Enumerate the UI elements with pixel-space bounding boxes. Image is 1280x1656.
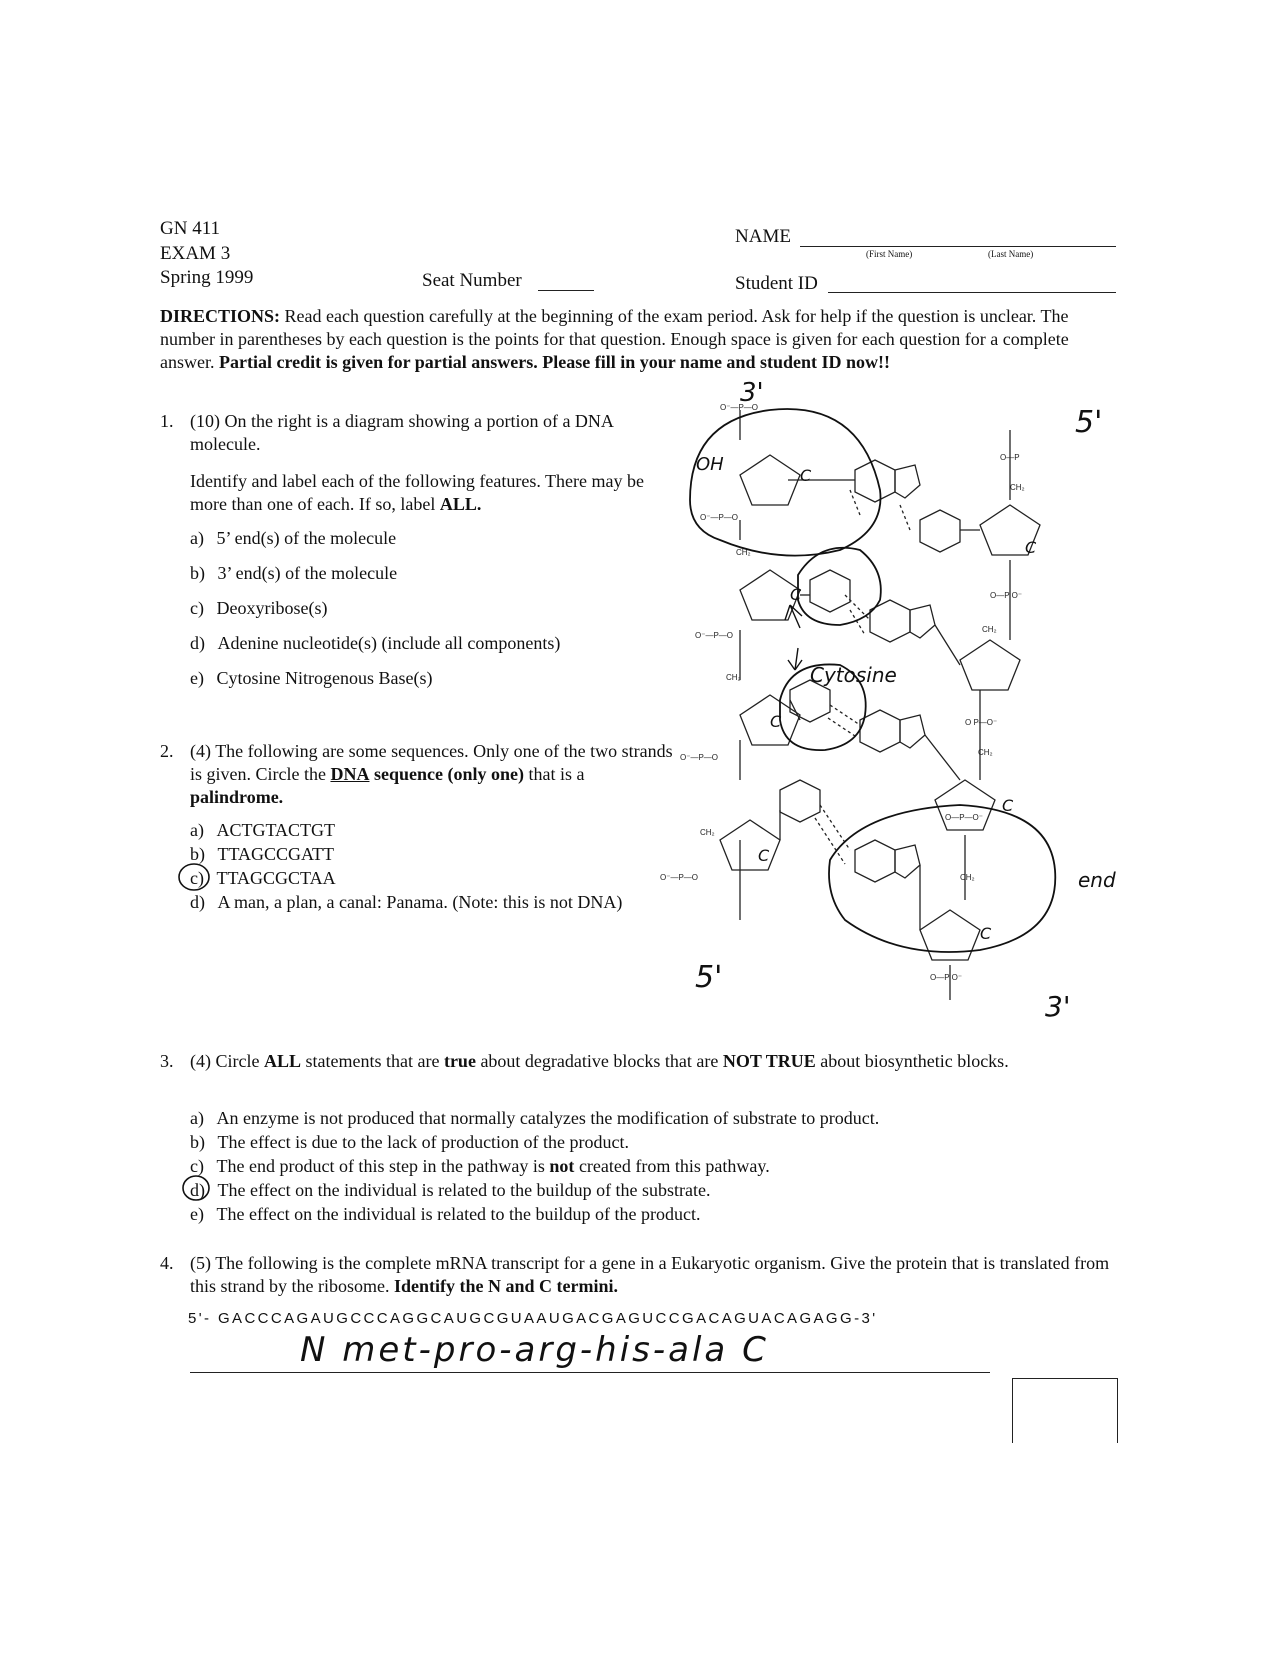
q3-t1: Circle [215,1051,260,1071]
hand-sugar-c: C [1025,538,1037,557]
svg-text:O—P—O⁻: O—P—O⁻ [945,813,984,822]
q2-option-text: TTAGCGCTAA [216,868,336,888]
base-ring [855,460,895,502]
dna-diagram [660,380,1130,1020]
q3-option-text-pre: The end product of this step in the pathway is [216,1156,545,1176]
q4-number: 4. [160,1253,174,1273]
q2-option-letter: a) [190,820,204,840]
svg-text:O P—O⁻: O P—O⁻ [965,718,998,727]
q3-points: (4) [190,1051,211,1071]
q1-prompt: On the right is a diagram showing a portion of a DNA molecule. [190,411,613,454]
q1-option-letter: b) [190,563,205,583]
handwritten-answer: N met-pro-arg-his-ala C [300,1330,769,1370]
sugar-ring [720,820,780,870]
directions-label: DIRECTIONS: [160,306,281,326]
q3-option-letter: d) [190,1180,205,1200]
q2-option-letter: b) [190,844,205,864]
q1-instruction [190,470,670,516]
q1-instruction-text: Identify and label each of the following features. There may be more than one of each. If so, label [190,471,644,514]
q2-palindrome: palindrome. [190,787,284,807]
q2-option-letter: d) [190,892,205,912]
base-ring [780,780,820,822]
svg-text:CH₂: CH₂ [978,748,993,757]
q3-option-c[interactable] [190,1154,770,1178]
directions-text: Read each question carefully at the beginning of the exam period. Ask for help if the question is unclear. The number in parentheses by each question is the points for that question. Enough space is given for each question for a complete answer. [160,306,1069,372]
q2-dna: DNA [330,764,370,784]
q3-t5: about degradative blocks that are [480,1051,719,1071]
q1-option-text: Cytosine Nitrogenous Base(s) [216,668,433,688]
q3-option-text: The effect on the individual is related to the buildup of the product. [216,1204,701,1224]
hand-cytosine: Cytosine [810,663,897,687]
q3-option-text: The effect on the individual is related to the buildup of the substrate. [217,1180,711,1200]
q2-option-letter: c) [190,868,204,888]
svg-text:O⁻—P—O: O⁻—P—O [700,513,739,522]
q2-option-a[interactable] [190,818,335,842]
name-label: NAME [735,226,791,247]
seat-number-field[interactable] [538,290,594,291]
q1-option-text: Deoxyribose(s) [216,598,328,618]
svg-text:O—P O⁻: O—P O⁻ [930,973,963,982]
q3-option-letter: c) [190,1156,204,1176]
course-code: GN 411 [160,218,220,239]
q3-option-a[interactable] [190,1106,879,1130]
q3-number: 3. [160,1051,174,1071]
answer-circle-q3 [180,1172,212,1204]
q2-option-d[interactable] [190,890,660,914]
svg-text:O⁻—P—O: O⁻—P—O [680,753,719,762]
q1-text [190,410,660,456]
hand-oh: OH [696,454,724,475]
seat-number-label: Seat Number [422,270,522,291]
q2-text [190,740,680,809]
q4-bold: Identify the N and C termini. [393,1276,618,1296]
student-id-label: Student ID [735,273,818,294]
base-ring [895,845,920,878]
q1-option-a [190,526,396,550]
hand-sugar-c: C [980,924,992,943]
q4-prompt: The following is the complete mRNA transcript for a gene in a Eukaryotic organism. Give the protein that is translated from this strand by the ribosome. [190,1253,1110,1296]
q2-option-text: A man, a plan, a canal: Panama. (Note: this is not DNA) [217,892,623,912]
q1-option-text: Adenine nucleotide(s) (include all components) [217,633,561,653]
q1-option-b [190,561,397,585]
q3-option-text: An enzyme is not produced that normally catalyzes the modification of substrate to product. [216,1108,880,1128]
hand-sugar-c: C [1002,796,1014,815]
q2-option-text: ACTGTACTGT [216,820,336,840]
base-ring [900,715,925,748]
q2-prompt: The following are some sequences. Only one of the two strands is given. Circle the [190,741,673,784]
q2-points: (4) [190,741,211,761]
svg-text:CH₂: CH₂ [1010,483,1025,492]
base-ring [855,840,895,882]
q1-option-letter: a) [190,528,204,548]
q1-option-d [190,631,560,655]
hand-5prime-bottom: 5' [695,960,723,995]
hand-5prime-top: 5' [1075,405,1103,440]
q1-option-text: 3’ end(s) of the molecule [217,563,398,583]
last-name-hint: (Last Name) [988,249,1034,259]
q1-option-letter: d) [190,633,205,653]
q3-t4: true [443,1051,476,1071]
q4-points: (5) [190,1253,211,1273]
hand-sugar-c: C [770,712,782,731]
sugar-ring [960,640,1020,690]
svg-text:O⁻—P—O: O⁻—P—O [695,631,734,640]
q2-option-text: TTAGCCGATT [217,844,335,864]
base-ring [895,465,920,498]
q1-option-letter: c) [190,598,204,618]
exam-title: EXAM 3 [160,243,231,264]
svg-text:CH₂: CH₂ [982,625,997,634]
svg-text:O⁻—P—O: O⁻—P—O [660,873,699,882]
mrna-sequence: 5'- GACCCAGAUGCCCAGGCAUGCGUAAUGACGAGUCCGACAGUACAGAGG-3' [188,1310,878,1327]
student-id-field[interactable] [828,292,1116,293]
base-ring [810,570,850,612]
exam-term: Spring 1999 [160,267,254,288]
directions-bold-tail: Partial credit is given for partial answers. Please fill in your name and student ID now!! [218,352,890,372]
q3-option-e[interactable] [190,1202,701,1226]
q3-t3: statements that are [305,1051,440,1071]
q3-option-d[interactable] [190,1178,711,1202]
q2-mid: that is a [528,764,585,784]
hand-3prime-top: 3' [740,378,764,408]
q2-seq: sequence (only one) [373,764,524,784]
q3-text [190,1050,1110,1073]
hand-circle-4 [829,805,1055,952]
svg-text:CH₂: CH₂ [736,548,751,557]
q1-instruction-all: ALL. [439,494,482,514]
q3-option-text: The effect is due to the lack of production of the product. [217,1132,630,1152]
q3-option-letter: e) [190,1204,204,1224]
q1-number: 1. [160,411,174,431]
q3-option-letter: a) [190,1108,204,1128]
hand-sugar-c: C [790,585,802,604]
q3-option-b[interactable] [190,1130,629,1154]
base-ring [910,605,935,638]
q1-points: (10) [190,411,220,431]
hand-sugar-c: C [758,846,770,865]
q3-t6: NOT TRUE [722,1051,816,1071]
q3-t2: ALL [263,1051,301,1071]
score-box [1012,1378,1118,1443]
answer-circle-q2 [176,860,212,894]
base-ring [860,710,900,752]
svg-text:CH₂: CH₂ [960,873,975,882]
q4-text [190,1252,1110,1298]
first-name-hint: (First Name) [866,249,913,259]
svg-text:CH₂: CH₂ [726,673,741,682]
hand-circle-1 [690,409,881,556]
q3-t7: about biosynthetic blocks. [820,1051,1009,1071]
hand-end: end [1078,868,1116,892]
q1-option-c [190,596,327,620]
svg-text:O—P: O—P [1000,453,1020,462]
q2-number: 2. [160,741,174,761]
q1-option-e [190,666,432,690]
q1-option-letter: e) [190,668,204,688]
base-ring [920,510,960,552]
q3-option-text-bold: not [549,1156,575,1176]
svg-text:CH₂: CH₂ [700,828,715,837]
q3-option-letter: b) [190,1132,205,1152]
directions [160,305,1120,374]
answer-line[interactable] [190,1372,990,1373]
hand-sugar-c: C [800,466,812,485]
svg-text:O⁻—P—O: O⁻—P—O [720,403,759,412]
q3-option-text-post: created from this pathway. [578,1156,770,1176]
svg-text:O—P O⁻: O—P O⁻ [990,591,1023,600]
q1-option-text: 5’ end(s) of the molecule [216,528,397,548]
name-field[interactable] [800,246,1116,247]
hand-3prime-bottom: 3' [1045,990,1071,1023]
